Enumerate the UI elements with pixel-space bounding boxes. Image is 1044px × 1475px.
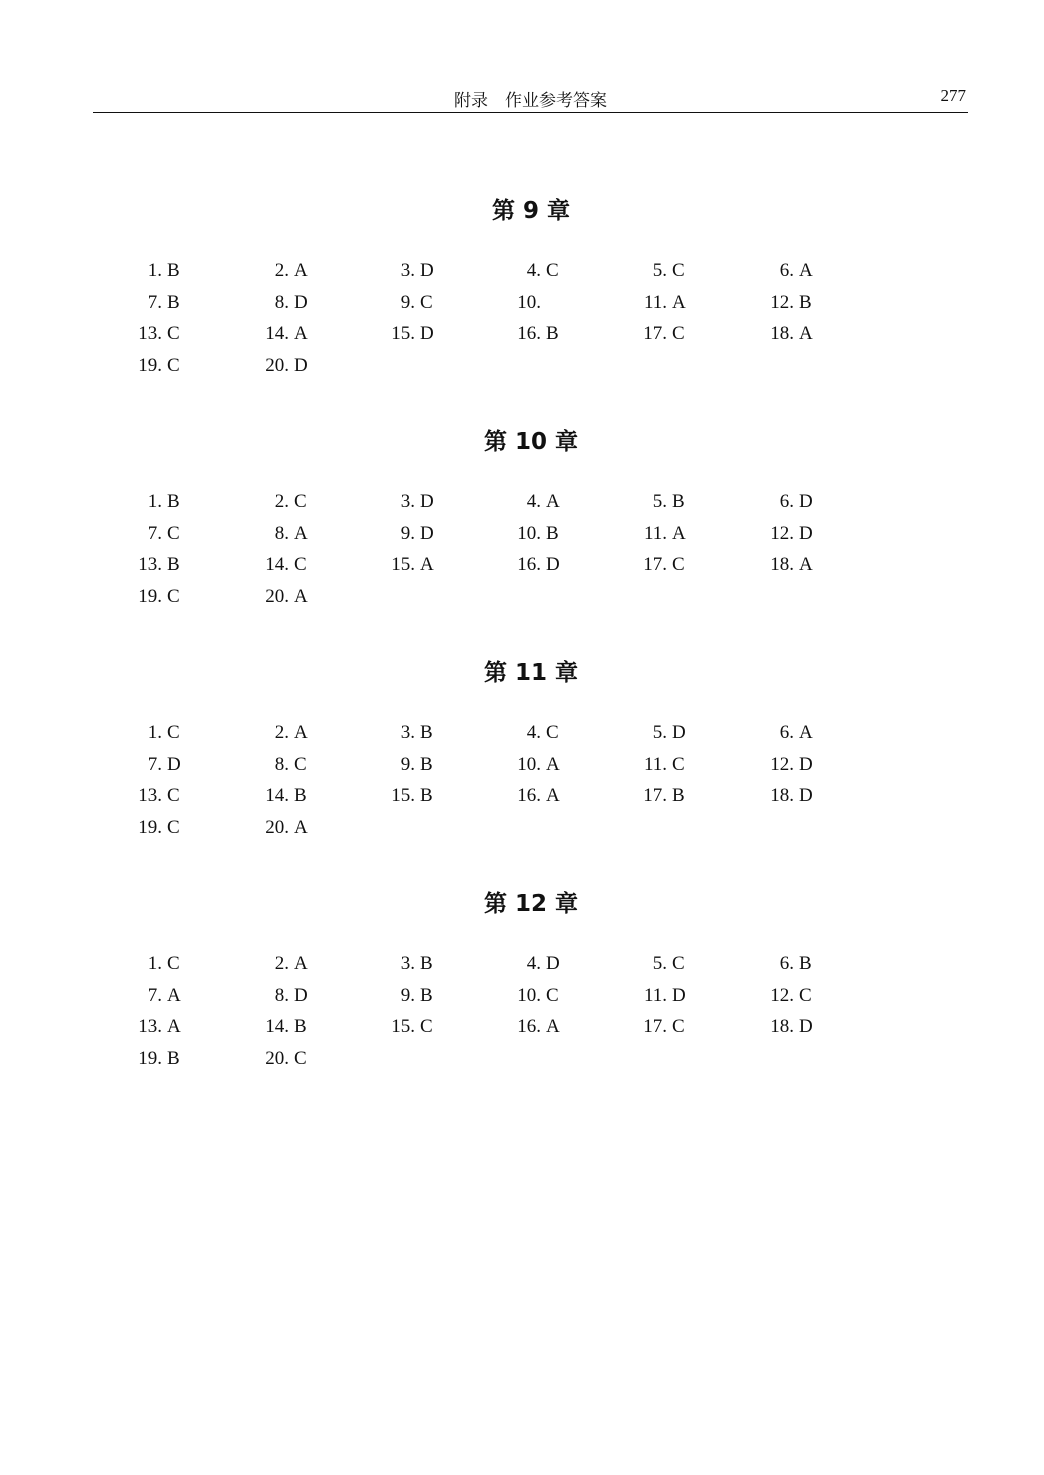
question-number: 20. xyxy=(265,1048,289,1069)
question-number: 14. xyxy=(265,323,289,344)
answer-item xyxy=(105,953,185,975)
chapter-title: 第 11 章 xyxy=(483,660,579,686)
question-number: 20. xyxy=(265,355,289,376)
question-number: 19. xyxy=(138,586,162,607)
question-number: 18. xyxy=(770,323,794,344)
answer-item xyxy=(737,323,817,345)
answer-item xyxy=(358,260,438,282)
answer-item xyxy=(232,323,312,345)
answer-choice: A xyxy=(294,323,308,344)
question-number: 4. xyxy=(526,491,541,512)
answer-choice: D xyxy=(672,985,686,1006)
answer-item xyxy=(105,722,185,744)
answer-choice: C xyxy=(420,1016,433,1037)
answer-choice: C xyxy=(672,323,685,344)
question-number: 6. xyxy=(779,491,794,512)
question-number: 5. xyxy=(652,953,667,974)
question-number: 1. xyxy=(147,491,162,512)
answer-item xyxy=(105,523,185,545)
answer-choice: A xyxy=(294,817,308,838)
question-number: 1. xyxy=(147,953,162,974)
page-number: 277 xyxy=(940,86,966,105)
chapter-title: 第 9 章 xyxy=(491,198,571,224)
question-number: 3. xyxy=(400,953,415,974)
question-number: 17. xyxy=(643,554,667,575)
question-number: 7. xyxy=(147,754,162,775)
question-number: 5. xyxy=(652,260,667,281)
answer-choice: A xyxy=(546,491,560,512)
answer-item xyxy=(610,754,690,776)
running-header xyxy=(93,84,968,113)
answer-item xyxy=(232,953,312,975)
answer-choice: A xyxy=(799,323,813,344)
question-number: 9. xyxy=(400,523,415,544)
answer-item xyxy=(484,985,564,1007)
answer-item xyxy=(358,523,438,545)
question-number: 20. xyxy=(265,817,289,838)
question-number: 6. xyxy=(779,722,794,743)
answer-item xyxy=(358,1016,438,1038)
question-number: 6. xyxy=(779,260,794,281)
answer-item xyxy=(737,554,817,576)
answer-item xyxy=(105,817,185,839)
answer-choice: D xyxy=(546,953,560,974)
question-number: 8. xyxy=(274,985,289,1006)
answer-choice: C xyxy=(294,491,307,512)
question-number: 9. xyxy=(400,754,415,775)
answer-item xyxy=(737,985,817,1007)
question-number: 18. xyxy=(770,554,794,575)
answer-item xyxy=(105,586,185,608)
answer-choice: C xyxy=(167,323,180,344)
answer-item xyxy=(105,985,185,1007)
answer-item xyxy=(484,953,564,975)
question-number: 14. xyxy=(265,1016,289,1037)
answer-choice: B xyxy=(294,785,307,806)
question-number: 10. xyxy=(517,523,541,544)
answer-item xyxy=(105,785,185,807)
answer-choice: D xyxy=(420,323,434,344)
answer-choice: A xyxy=(546,785,560,806)
answer-item xyxy=(610,785,690,807)
question-number: 12. xyxy=(770,754,794,775)
answer-choice: C xyxy=(546,260,559,281)
header-title: 附录 作业参考答案 xyxy=(454,91,607,111)
answer-choice: A xyxy=(294,586,308,607)
question-number: 15. xyxy=(391,554,415,575)
question-number: 17. xyxy=(643,1016,667,1037)
answer-item xyxy=(737,491,817,513)
answer-choice: D xyxy=(546,554,560,575)
answer-item xyxy=(358,953,438,975)
answer-choice: C xyxy=(546,722,559,743)
question-number: 19. xyxy=(138,817,162,838)
answer-item xyxy=(484,754,564,776)
answer-choice: C xyxy=(546,985,559,1006)
answer-item xyxy=(737,754,817,776)
answer-choice: A xyxy=(420,554,434,575)
answer-item xyxy=(105,323,185,345)
question-number: 16. xyxy=(517,1016,541,1037)
question-number: 4. xyxy=(526,722,541,743)
answer-item xyxy=(105,491,185,513)
answer-choice: A xyxy=(167,985,181,1006)
question-number: 4. xyxy=(526,953,541,974)
answer-choice: B xyxy=(167,1048,180,1069)
question-number: 3. xyxy=(400,722,415,743)
answer-choice: C xyxy=(294,754,307,775)
answer-item xyxy=(105,292,185,314)
answer-item xyxy=(232,722,312,744)
question-number: 20. xyxy=(265,586,289,607)
question-number: 13. xyxy=(138,323,162,344)
answer-item xyxy=(484,260,564,282)
question-number: 10. xyxy=(517,754,541,775)
answer-choice: C xyxy=(167,817,180,838)
answer-item xyxy=(737,292,817,314)
question-number: 9. xyxy=(400,292,415,313)
answer-choice: B xyxy=(167,292,180,313)
answer-choice: C xyxy=(167,785,180,806)
answer-item xyxy=(358,722,438,744)
answer-choice: A xyxy=(294,722,308,743)
question-number: 4. xyxy=(526,260,541,281)
answer-choice: C xyxy=(672,953,685,974)
answer-choice: D xyxy=(420,523,434,544)
answer-choice: C xyxy=(294,1048,307,1069)
answer-choice: D xyxy=(799,754,813,775)
question-number: 12. xyxy=(770,292,794,313)
answer-item xyxy=(232,355,312,377)
answer-choice: C xyxy=(672,754,685,775)
question-number: 11. xyxy=(643,523,667,544)
question-number: 2. xyxy=(274,260,289,281)
answer-choice: B xyxy=(294,1016,307,1037)
answer-item xyxy=(105,554,185,576)
answer-item xyxy=(105,355,185,377)
question-number: 8. xyxy=(274,523,289,544)
question-number: 13. xyxy=(138,1016,162,1037)
question-number: 11. xyxy=(643,292,667,313)
question-number: 1. xyxy=(147,260,162,281)
question-number: 15. xyxy=(391,785,415,806)
answer-choice: C xyxy=(672,260,685,281)
question-number: 9. xyxy=(400,985,415,1006)
question-number: 19. xyxy=(138,355,162,376)
question-number: 2. xyxy=(274,953,289,974)
answer-item xyxy=(484,523,564,545)
answer-item xyxy=(232,292,312,314)
answer-choice: A xyxy=(546,754,560,775)
question-number: 12. xyxy=(770,985,794,1006)
answer-choice: D xyxy=(799,785,813,806)
answer-choice: C xyxy=(672,554,685,575)
answer-choice: C xyxy=(167,953,180,974)
answer-choice: C xyxy=(167,722,180,743)
answer-item xyxy=(232,523,312,545)
answer-choice: B xyxy=(799,292,812,313)
question-number: 19. xyxy=(138,1048,162,1069)
answer-item xyxy=(358,754,438,776)
answer-choice: B xyxy=(420,785,433,806)
question-number: 17. xyxy=(643,785,667,806)
answer-choice: C xyxy=(420,292,433,313)
answer-choice: C xyxy=(167,523,180,544)
question-number: 8. xyxy=(274,292,289,313)
answer-choice: A xyxy=(294,523,308,544)
answer-choice: B xyxy=(799,953,812,974)
answer-choice: A xyxy=(294,260,308,281)
answer-choice: B xyxy=(420,985,433,1006)
answer-choice: B xyxy=(167,491,180,512)
answer-choice: B xyxy=(420,722,433,743)
answer-item xyxy=(358,785,438,807)
answer-item xyxy=(105,1016,185,1038)
answer-item xyxy=(232,754,312,776)
question-number: 15. xyxy=(391,323,415,344)
answer-choice: A xyxy=(799,554,813,575)
answer-item xyxy=(358,491,438,513)
question-number: 10. xyxy=(517,985,541,1006)
answer-choice: D xyxy=(294,355,308,376)
question-number: 8. xyxy=(274,754,289,775)
answer-item xyxy=(610,953,690,975)
question-number: 13. xyxy=(138,554,162,575)
answer-item xyxy=(610,323,690,345)
answer-item xyxy=(484,722,564,744)
answer-choice: A xyxy=(167,1016,181,1037)
answer-choice: A xyxy=(799,722,813,743)
question-number: 2. xyxy=(274,722,289,743)
answer-choice: D xyxy=(672,722,686,743)
question-number: 18. xyxy=(770,785,794,806)
answer-choice: B xyxy=(420,953,433,974)
answer-choice: A xyxy=(546,1016,560,1037)
question-number: 16. xyxy=(517,785,541,806)
answer-item xyxy=(232,554,312,576)
answer-item xyxy=(737,785,817,807)
answer-choice: B xyxy=(167,260,180,281)
answer-item xyxy=(610,1016,690,1038)
answer-item xyxy=(737,260,817,282)
answer-item xyxy=(610,260,690,282)
answer-item xyxy=(105,260,185,282)
answer-choice: B xyxy=(420,754,433,775)
answer-item xyxy=(232,985,312,1007)
question-number: 12. xyxy=(770,523,794,544)
answer-choice: B xyxy=(546,523,559,544)
answer-item xyxy=(232,491,312,513)
answer-item xyxy=(610,523,690,545)
answer-choice: C xyxy=(294,554,307,575)
answer-item xyxy=(737,1016,817,1038)
question-number: 7. xyxy=(147,985,162,1006)
answer-choice: C xyxy=(167,586,180,607)
answer-choice: D xyxy=(420,260,434,281)
question-number: 7. xyxy=(147,292,162,313)
answer-item xyxy=(610,985,690,1007)
chapter-title: 第 10 章 xyxy=(483,429,579,455)
question-number: 14. xyxy=(265,554,289,575)
answer-item xyxy=(484,323,564,345)
answer-choice: D xyxy=(294,292,308,313)
chapter-title: 第 12 章 xyxy=(483,891,579,917)
question-number: 16. xyxy=(517,554,541,575)
answer-item xyxy=(484,785,564,807)
answer-choice: D xyxy=(420,491,434,512)
answer-choice: D xyxy=(799,1016,813,1037)
question-number: 15. xyxy=(391,1016,415,1037)
question-number: 3. xyxy=(400,260,415,281)
answer-choice: B xyxy=(167,554,180,575)
answer-item xyxy=(484,292,564,314)
answer-item xyxy=(737,953,817,975)
answer-item xyxy=(610,292,690,314)
answer-item xyxy=(484,491,564,513)
question-number: 6. xyxy=(779,953,794,974)
answer-item xyxy=(358,292,438,314)
answer-item xyxy=(232,817,312,839)
answer-choice: D xyxy=(799,491,813,512)
answer-choice: D xyxy=(294,985,308,1006)
question-number: 14. xyxy=(265,785,289,806)
question-number: 18. xyxy=(770,1016,794,1037)
question-number: 1. xyxy=(147,722,162,743)
answer-choice: B xyxy=(546,323,559,344)
answer-item xyxy=(610,722,690,744)
question-number: 11. xyxy=(643,985,667,1006)
question-number: 17. xyxy=(643,323,667,344)
answer-item xyxy=(232,1048,312,1070)
question-number: 11. xyxy=(643,754,667,775)
answer-choice: A xyxy=(294,953,308,974)
answer-choice: A xyxy=(799,260,813,281)
answer-item xyxy=(232,260,312,282)
answer-item xyxy=(105,754,185,776)
answer-item xyxy=(484,1016,564,1038)
answer-choice: A xyxy=(672,292,686,313)
answer-item xyxy=(358,985,438,1007)
answer-choice: C xyxy=(799,985,812,1006)
answer-choice: C xyxy=(672,1016,685,1037)
answer-item xyxy=(610,491,690,513)
answer-choice: A xyxy=(672,523,686,544)
answer-item xyxy=(105,1048,185,1070)
answer-item xyxy=(737,722,817,744)
answer-choice: B xyxy=(672,785,685,806)
question-number: 7. xyxy=(147,523,162,544)
answer-item xyxy=(737,523,817,545)
answer-item xyxy=(232,586,312,608)
answer-item xyxy=(232,785,312,807)
question-number: 13. xyxy=(138,785,162,806)
answer-item xyxy=(232,1016,312,1038)
answer-item xyxy=(358,323,438,345)
question-number: 16. xyxy=(517,323,541,344)
question-number: 5. xyxy=(652,722,667,743)
answer-item xyxy=(484,554,564,576)
question-number: 10. xyxy=(517,292,541,313)
answer-choice: D xyxy=(167,754,181,775)
answer-choice: C xyxy=(167,355,180,376)
answer-item xyxy=(358,554,438,576)
question-number: 5. xyxy=(652,491,667,512)
answer-choice: B xyxy=(672,491,685,512)
answer-item xyxy=(610,554,690,576)
question-number: 3. xyxy=(400,491,415,512)
answer-choice: D xyxy=(799,523,813,544)
question-number: 2. xyxy=(274,491,289,512)
